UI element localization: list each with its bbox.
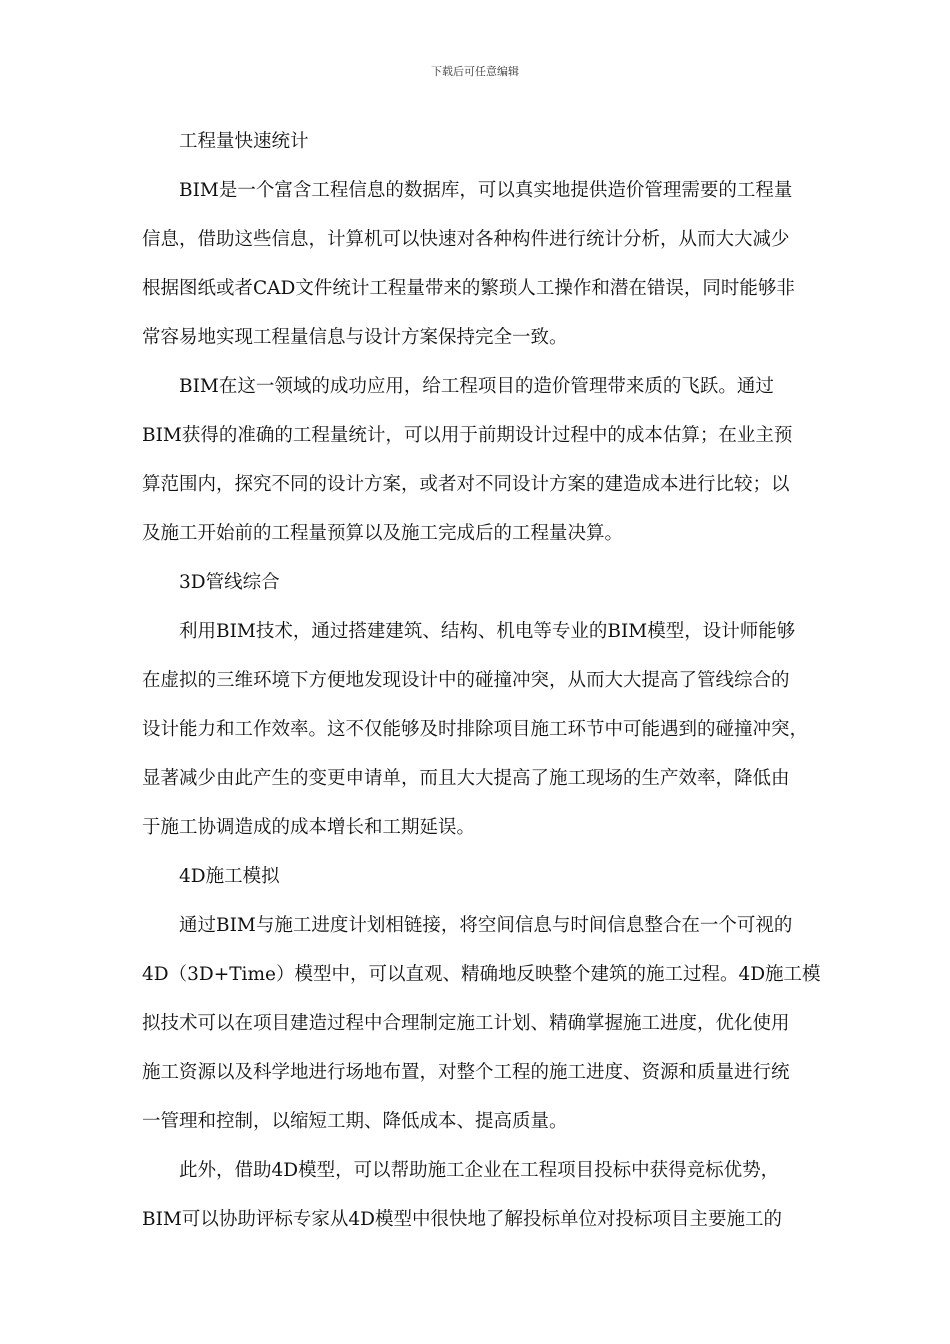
- body-text-line: 利用BIM技术，通过搭建建筑、结构、机电等专业的BIM模型，设计师能够: [179, 621, 796, 642]
- body-text-line: 施工资源以及科学地进行场地布置，对整个工程的施工进度、资源和质量进行统: [142, 1062, 790, 1083]
- section-heading: 工程量快速统计: [179, 131, 309, 152]
- body-text-line: BIM是一个富含工程信息的数据库，可以真实地提供造价管理需要的工程量: [179, 180, 793, 201]
- body-text-line: 信息，借助这些信息，计算机可以快速对各种构件进行统计分析，从而大大减少: [142, 229, 790, 250]
- body-text-line: 设计能力和工作效率。这不仅能够及时排除项目施工环节中可能遇到的碰撞冲突，: [142, 719, 809, 740]
- section-heading: 4D施工模拟: [179, 866, 280, 887]
- body-text-line: BIM在这一领域的成功应用，给工程项目的造价管理带来质的飞跃。通过: [179, 376, 774, 397]
- body-text-line: 一管理和控制，以缩短工期、降低成本、提高质量。: [142, 1111, 568, 1132]
- body-text-line: BIM获得的准确的工程量统计，可以用于前期设计过程中的成本估算；在业主预: [142, 425, 793, 446]
- body-text-line: 算范围内，探究不同的设计方案，或者对不同设计方案的建造成本进行比较；以: [142, 474, 790, 495]
- page-header: 下载后可任意编辑: [431, 65, 519, 78]
- body-text-line: BIM可以协助评标专家从4D模型中很快地了解投标单位对投标项目主要施工的: [142, 1209, 782, 1230]
- section-heading: 3D管线综合: [179, 572, 280, 593]
- body-text-line: 此外，借助4D模型，可以帮助施工企业在工程项目投标中获得竞标优势，: [179, 1160, 780, 1181]
- body-text-line: 在虚拟的三维环境下方便地发现设计中的碰撞冲突，从而大大提高了管线综合的: [142, 670, 790, 691]
- body-text-line: 于施工协调造成的成本增长和工期延误。: [142, 817, 476, 838]
- body-text-line: 显著减少由此产生的变更申请单，而且大大提高了施工现场的生产效率，降低由: [142, 768, 790, 789]
- body-text-line: 4D（3D+Time）模型中，可以直观、精确地反映整个建筑的施工过程。4D施工模: [142, 964, 821, 985]
- body-text-line: 根据图纸或者CAD文件统计工程量带来的繁琐人工操作和潜在错误，同时能够非: [142, 278, 795, 299]
- body-text-line: 拟技术可以在项目建造过程中合理制定施工计划、精确掌握施工进度，优化使用: [142, 1013, 790, 1034]
- document-body: [142, 117, 822, 1244]
- body-text-line: 常容易地实现工程量信息与设计方案保持完全一致。: [142, 327, 568, 348]
- body-text-line: 通过BIM与施工进度计划相链接，将空间信息与时间信息整合在一个可视的: [179, 915, 793, 936]
- body-text-line: 及施工开始前的工程量预算以及施工完成后的工程量决算。: [142, 523, 624, 544]
